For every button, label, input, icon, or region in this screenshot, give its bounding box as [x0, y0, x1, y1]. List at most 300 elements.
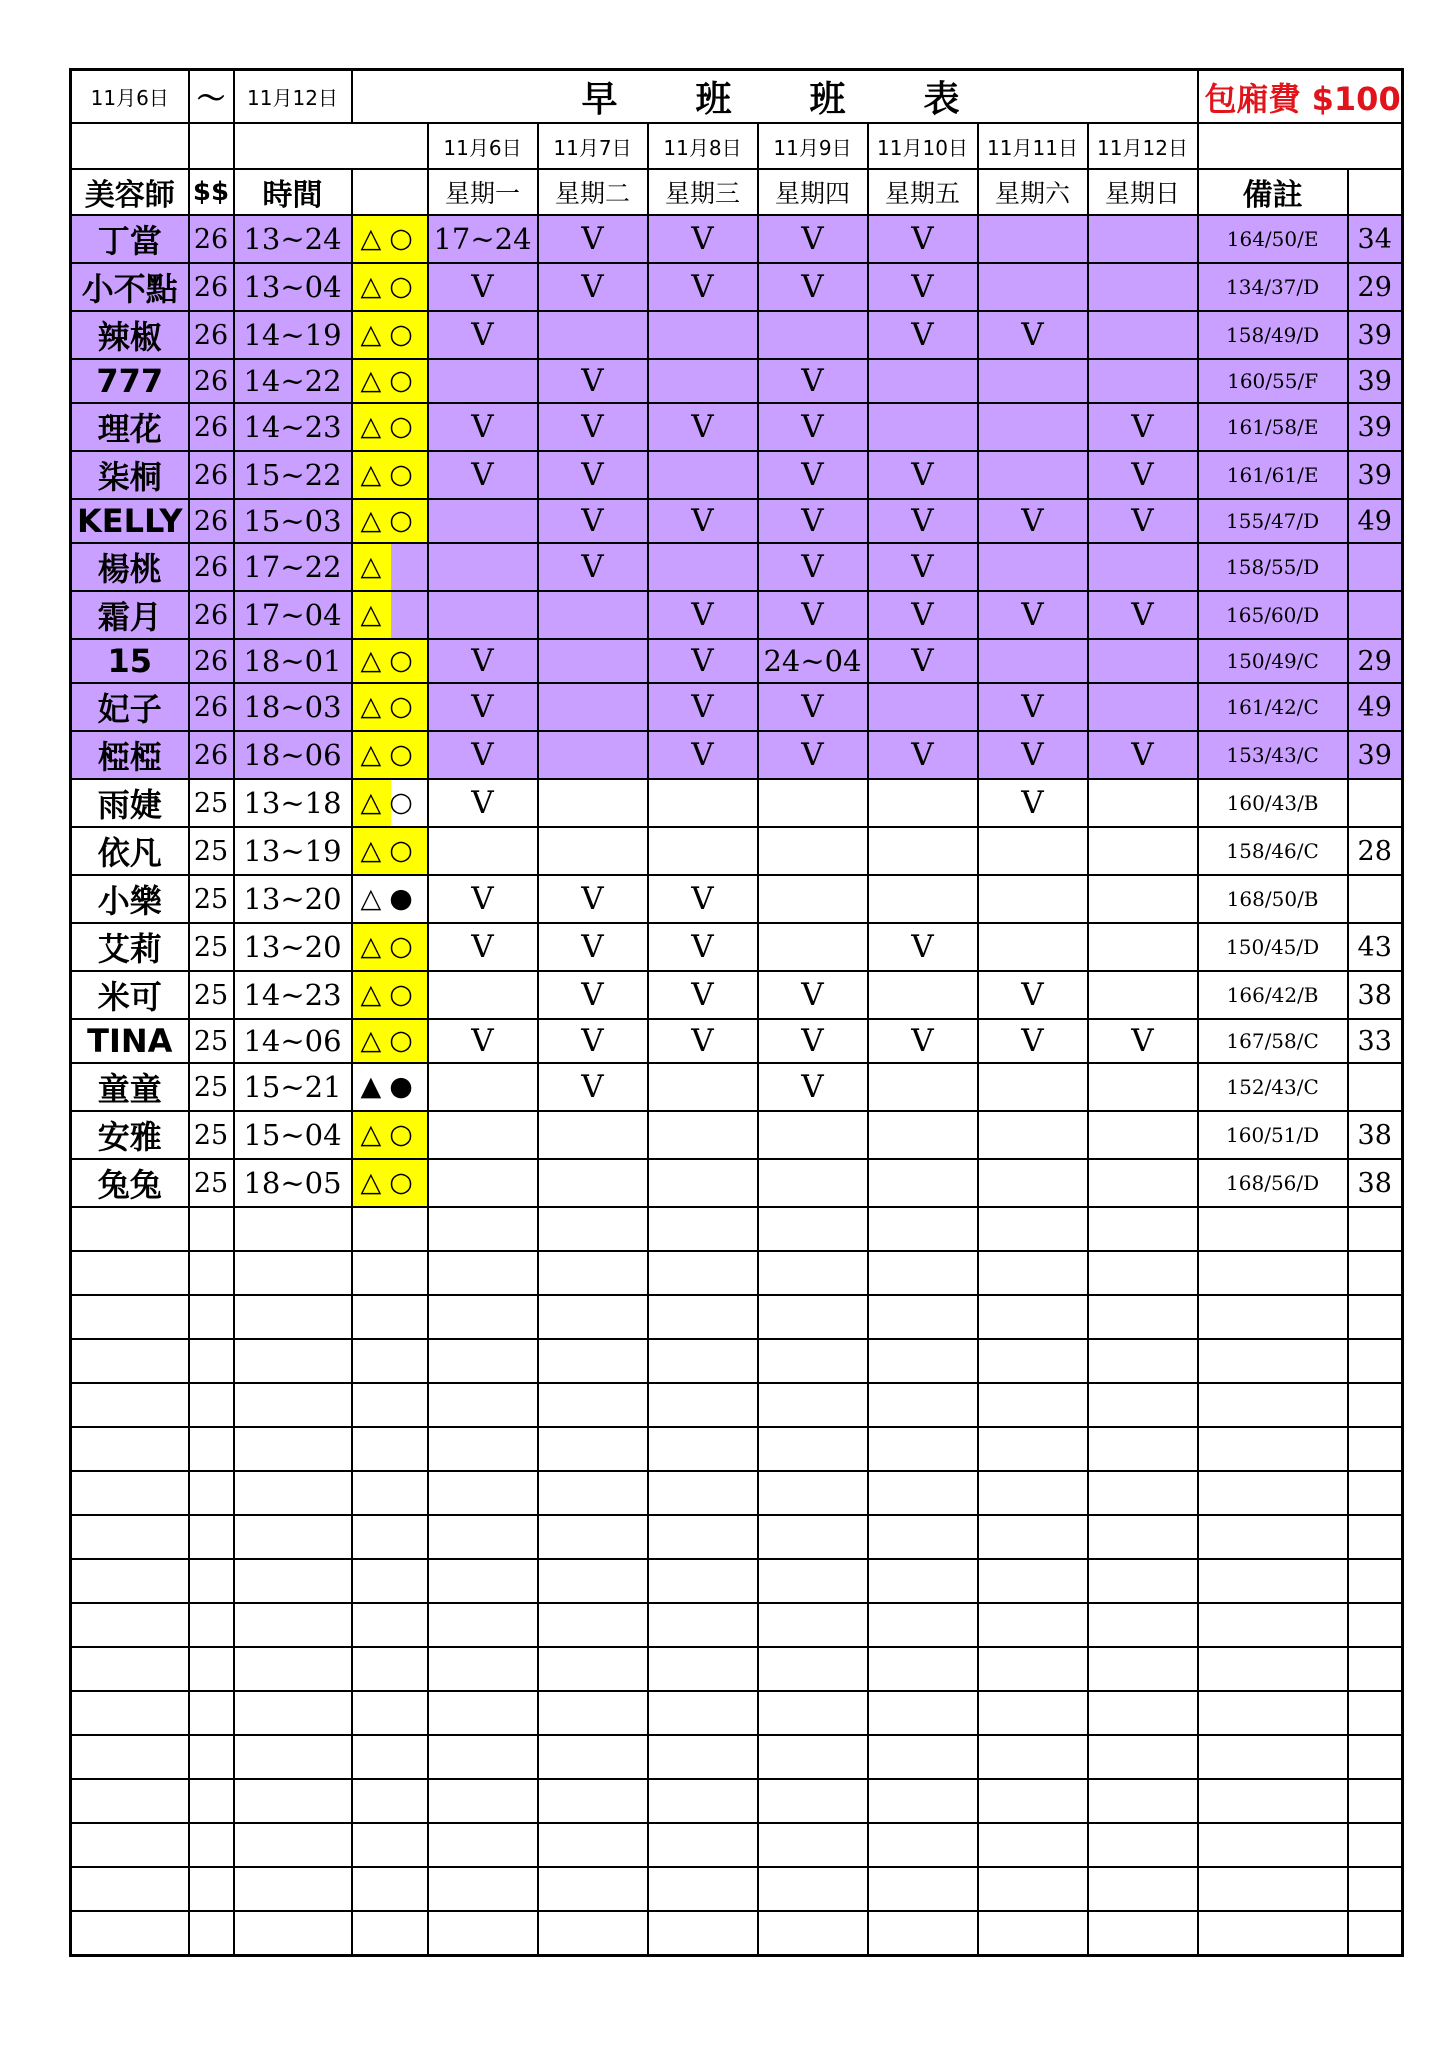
staff-status-symbols [352, 263, 428, 311]
staff-status-symbols [352, 683, 428, 731]
empty-row [71, 1471, 1403, 1515]
staff-extra-number: 33 [1348, 1019, 1403, 1063]
empty-cell [538, 1867, 648, 1911]
staff-name: 小樂 [71, 875, 189, 923]
empty-cell [71, 1295, 189, 1339]
staff-extra-number [1348, 591, 1403, 639]
empty-cell [1088, 1251, 1198, 1295]
day-shift-cell [1088, 971, 1198, 1019]
day-shift-cell [648, 359, 758, 403]
date-header: 11月11日 [978, 123, 1088, 169]
empty-cell [648, 1779, 758, 1823]
status-symbols-text: △ [360, 599, 390, 630]
day-shift-cell: V [428, 1019, 538, 1063]
staff-pay: 26 [189, 311, 234, 359]
staff-status-symbols [352, 1111, 428, 1159]
day-shift-cell: V [648, 215, 758, 263]
empty-row [71, 1603, 1403, 1647]
empty-cell [978, 1603, 1088, 1647]
empty-cell [71, 1251, 189, 1295]
staff-status-symbols [352, 1019, 428, 1063]
staff-name: 安雅 [71, 1111, 189, 1159]
status-symbols-text: △○ [360, 979, 421, 1010]
weekday-header: 星期二 [538, 169, 648, 215]
empty-cell [1088, 1295, 1198, 1339]
empty-cell [758, 1823, 868, 1867]
empty-cell [1198, 1735, 1348, 1779]
empty-cell [1088, 1603, 1198, 1647]
empty-cell [189, 1427, 234, 1471]
staff-time: 17~22 [234, 543, 352, 591]
staff-status-symbols [352, 215, 428, 263]
staff-status-symbols [352, 1063, 428, 1111]
staff-row [71, 779, 1403, 827]
day-shift-cell [648, 827, 758, 875]
day-shift-cell [868, 1063, 978, 1111]
staff-row [71, 451, 1403, 499]
empty-cell [538, 1207, 648, 1251]
empty-cell [868, 1207, 978, 1251]
empty-cell [758, 1383, 868, 1427]
day-shift-cell: V [978, 731, 1088, 779]
empty-cell [868, 1691, 978, 1735]
empty-cell [758, 1647, 868, 1691]
empty-cell [648, 1603, 758, 1647]
staff-extra-number: 39 [1348, 359, 1403, 403]
day-shift-cell: V [428, 875, 538, 923]
staff-pay: 25 [189, 923, 234, 971]
empty-cell [189, 1559, 234, 1603]
empty-cell [189, 1647, 234, 1691]
empty-cell [71, 1691, 189, 1735]
day-shift-cell [868, 1159, 978, 1207]
blank-cell [1348, 169, 1403, 215]
staff-pay: 26 [189, 499, 234, 543]
room-fee: 包廂費 $100 [1198, 70, 1403, 124]
staff-note: 168/50/B [1198, 875, 1348, 923]
empty-cell [428, 1559, 538, 1603]
staff-time: 14~23 [234, 403, 352, 451]
empty-cell [1198, 1383, 1348, 1427]
day-shift-cell [978, 543, 1088, 591]
empty-cell [648, 1735, 758, 1779]
day-shift-cell [1088, 263, 1198, 311]
staff-pay: 25 [189, 1019, 234, 1063]
staff-extra-number: 43 [1348, 923, 1403, 971]
empty-row [71, 1251, 1403, 1295]
day-shift-cell [868, 403, 978, 451]
staff-name: 妃子 [71, 683, 189, 731]
day-shift-cell [538, 779, 648, 827]
empty-cell [234, 1383, 352, 1427]
empty-cell [428, 1471, 538, 1515]
day-shift-cell: V [868, 731, 978, 779]
empty-cell [758, 1911, 868, 1955]
day-shift-cell [978, 263, 1088, 311]
empty-cell [234, 1691, 352, 1735]
day-shift-cell: V [428, 779, 538, 827]
staff-row [71, 1019, 1403, 1063]
status-symbols-text: △○ [360, 739, 421, 770]
empty-cell [352, 1735, 428, 1779]
staff-status-symbols [352, 779, 428, 827]
empty-cell [71, 1471, 189, 1515]
empty-cell [978, 1339, 1088, 1383]
empty-cell [71, 1647, 189, 1691]
day-shift-cell: V [428, 731, 538, 779]
staff-status-symbols [352, 827, 428, 875]
weekday-header: 星期五 [868, 169, 978, 215]
day-shift-cell: V [758, 591, 868, 639]
staff-extra-number: 49 [1348, 499, 1403, 543]
day-shift-cell: V [978, 779, 1088, 827]
day-shift-cell [648, 311, 758, 359]
day-shift-cell [1088, 215, 1198, 263]
date-header: 11月10日 [868, 123, 978, 169]
empty-cell [1198, 1603, 1348, 1647]
day-shift-cell [428, 359, 538, 403]
day-shift-cell [1088, 923, 1198, 971]
day-shift-cell [868, 827, 978, 875]
empty-cell [1088, 1911, 1198, 1955]
staff-row [71, 827, 1403, 875]
day-shift-cell [648, 1159, 758, 1207]
staff-note: 160/55/F [1198, 359, 1348, 403]
day-shift-cell: V [868, 543, 978, 591]
empty-cell [868, 1647, 978, 1691]
day-shift-cell [1088, 875, 1198, 923]
staff-note: 166/42/B [1198, 971, 1348, 1019]
staff-name: 椏椏 [71, 731, 189, 779]
staff-pay: 25 [189, 1063, 234, 1111]
staff-note: 160/51/D [1198, 1111, 1348, 1159]
empty-cell [1088, 1427, 1198, 1471]
empty-cell [978, 1207, 1088, 1251]
day-shift-cell: V [758, 1063, 868, 1111]
col-header-staff: 美容師 [71, 169, 189, 215]
status-symbols-text: △○ [360, 459, 421, 490]
empty-cell [1348, 1911, 1403, 1955]
empty-row [71, 1295, 1403, 1339]
empty-cell [758, 1515, 868, 1559]
staff-name: 楊桃 [71, 543, 189, 591]
status-symbols-text: △ [360, 551, 390, 582]
weekday-header: 星期四 [758, 169, 868, 215]
staff-row [71, 591, 1403, 639]
staff-pay: 25 [189, 1111, 234, 1159]
empty-row [71, 1515, 1403, 1559]
empty-cell [538, 1691, 648, 1735]
staff-row [71, 639, 1403, 683]
empty-cell [648, 1647, 758, 1691]
staff-time: 13~19 [234, 827, 352, 875]
staff-extra-number: 29 [1348, 263, 1403, 311]
empty-cell [428, 1735, 538, 1779]
day-shift-cell [868, 875, 978, 923]
empty-cell [71, 1867, 189, 1911]
day-shift-cell [868, 1111, 978, 1159]
status-symbols-text: △○ [360, 505, 421, 536]
empty-cell [428, 1339, 538, 1383]
day-shift-cell: V [758, 403, 868, 451]
status-symbols-text: △● [360, 883, 421, 914]
staff-pay: 26 [189, 359, 234, 403]
day-shift-cell: V [758, 359, 868, 403]
date-header: 11月12日 [1088, 123, 1198, 169]
staff-note: 168/56/D [1198, 1159, 1348, 1207]
staff-pay: 25 [189, 827, 234, 875]
empty-cell [1088, 1383, 1198, 1427]
empty-cell [1348, 1779, 1403, 1823]
staff-pay: 26 [189, 451, 234, 499]
empty-cell [352, 1603, 428, 1647]
day-shift-cell: V [648, 875, 758, 923]
empty-cell [1198, 1867, 1348, 1911]
empty-cell [978, 1295, 1088, 1339]
empty-cell [1348, 1383, 1403, 1427]
empty-cell [1088, 1647, 1198, 1691]
day-shift-cell: V [648, 639, 758, 683]
empty-cell [978, 1559, 1088, 1603]
staff-extra-number: 28 [1348, 827, 1403, 875]
empty-cell [538, 1779, 648, 1823]
date-header: 11月7日 [538, 123, 648, 169]
empty-cell [1088, 1515, 1198, 1559]
empty-cell [538, 1383, 648, 1427]
day-shift-cell [538, 683, 648, 731]
date-header: 11月9日 [758, 123, 868, 169]
empty-cell [758, 1735, 868, 1779]
date-header: 11月6日 [428, 123, 538, 169]
empty-cell [352, 1427, 428, 1471]
empty-cell [978, 1691, 1088, 1735]
empty-cell [234, 1427, 352, 1471]
staff-name: TINA [71, 1019, 189, 1063]
empty-cell [428, 1515, 538, 1559]
day-shift-cell [758, 875, 868, 923]
staff-status-symbols [352, 731, 428, 779]
day-shift-cell [538, 827, 648, 875]
date-header: 11月8日 [648, 123, 758, 169]
day-shift-cell [538, 1111, 648, 1159]
empty-cell [189, 1339, 234, 1383]
empty-cell [1088, 1471, 1198, 1515]
empty-cell [234, 1647, 352, 1691]
empty-cell [1198, 1427, 1348, 1471]
day-shift-cell: V [538, 971, 648, 1019]
empty-cell [538, 1823, 648, 1867]
staff-extra-number: 38 [1348, 971, 1403, 1019]
day-shift-cell [1088, 827, 1198, 875]
staff-extra-number: 38 [1348, 1111, 1403, 1159]
empty-cell [1348, 1823, 1403, 1867]
empty-cell [538, 1471, 648, 1515]
staff-time: 14~19 [234, 311, 352, 359]
blank-cell [352, 169, 428, 215]
empty-cell [71, 1207, 189, 1251]
staff-pay: 26 [189, 215, 234, 263]
empty-cell [71, 1911, 189, 1955]
day-shift-cell: V [428, 311, 538, 359]
date-range-tilde: ～ [189, 70, 234, 124]
empty-cell [428, 1603, 538, 1647]
empty-cell [189, 1779, 234, 1823]
empty-cell [1198, 1295, 1348, 1339]
staff-row [71, 403, 1403, 451]
staff-name: 辣椒 [71, 311, 189, 359]
empty-cell [189, 1471, 234, 1515]
empty-cell [758, 1779, 868, 1823]
staff-row [71, 1159, 1403, 1207]
empty-cell [758, 1339, 868, 1383]
col-header-note: 備註 [1198, 169, 1348, 215]
staff-row [71, 875, 1403, 923]
staff-status-symbols [352, 543, 428, 591]
day-shift-cell: V [868, 263, 978, 311]
empty-cell [1348, 1471, 1403, 1515]
staff-time: 15~04 [234, 1111, 352, 1159]
empty-cell [648, 1207, 758, 1251]
staff-name: 丁當 [71, 215, 189, 263]
staff-note: 161/61/E [1198, 451, 1348, 499]
staff-note: 167/58/C [1198, 1019, 1348, 1063]
staff-time: 13~20 [234, 923, 352, 971]
day-shift-cell [978, 827, 1088, 875]
empty-cell [868, 1559, 978, 1603]
day-shift-cell [1088, 1063, 1198, 1111]
staff-extra-number: 39 [1348, 451, 1403, 499]
day-shift-cell: V [648, 683, 758, 731]
empty-cell [352, 1867, 428, 1911]
staff-time: 17~04 [234, 591, 352, 639]
empty-cell [428, 1691, 538, 1735]
day-shift-cell: V [538, 215, 648, 263]
empty-cell [538, 1559, 648, 1603]
day-shift-cell [758, 1111, 868, 1159]
staff-row [71, 359, 1403, 403]
staff-name: 霜月 [71, 591, 189, 639]
empty-cell [978, 1867, 1088, 1911]
staff-row [71, 215, 1403, 263]
day-shift-cell: V [648, 263, 758, 311]
empty-cell [428, 1911, 538, 1955]
empty-cell [868, 1603, 978, 1647]
empty-cell [1198, 1823, 1348, 1867]
day-shift-cell [428, 827, 538, 875]
day-shift-cell [758, 923, 868, 971]
staff-pay: 25 [189, 971, 234, 1019]
day-shift-cell: V [648, 923, 758, 971]
empty-cell [71, 1559, 189, 1603]
day-shift-cell: V [758, 971, 868, 1019]
empty-cell [1088, 1207, 1198, 1251]
empty-cell [978, 1383, 1088, 1427]
staff-pay: 26 [189, 731, 234, 779]
staff-name: 雨婕 [71, 779, 189, 827]
empty-cell [189, 1691, 234, 1735]
day-shift-cell [978, 359, 1088, 403]
staff-pay: 26 [189, 591, 234, 639]
day-shift-cell [648, 451, 758, 499]
status-symbols-text: △○ [360, 271, 421, 302]
empty-cell [978, 1823, 1088, 1867]
empty-cell [71, 1339, 189, 1383]
day-shift-cell [758, 779, 868, 827]
empty-cell [1198, 1779, 1348, 1823]
day-shift-cell: V [648, 731, 758, 779]
empty-cell [189, 1207, 234, 1251]
weekday-header: 星期六 [978, 169, 1088, 215]
day-shift-cell [648, 543, 758, 591]
sheet-title: 早班班表 [352, 70, 1198, 124]
empty-cell [1088, 1867, 1198, 1911]
staff-status-symbols [352, 311, 428, 359]
empty-cell [868, 1383, 978, 1427]
empty-cell [71, 1735, 189, 1779]
empty-cell [978, 1735, 1088, 1779]
empty-cell [978, 1251, 1088, 1295]
empty-cell [234, 1471, 352, 1515]
staff-row [71, 1063, 1403, 1111]
day-shift-cell [428, 499, 538, 543]
empty-cell [428, 1779, 538, 1823]
empty-cell [71, 1779, 189, 1823]
empty-cell [868, 1427, 978, 1471]
empty-cell [648, 1471, 758, 1515]
day-shift-cell: V [978, 591, 1088, 639]
staff-time: 18~05 [234, 1159, 352, 1207]
day-shift-cell: V [868, 215, 978, 263]
day-shift-cell: V [868, 451, 978, 499]
day-shift-cell: V [538, 263, 648, 311]
day-shift-cell [868, 779, 978, 827]
col-header-time: 時間 [234, 169, 352, 215]
empty-cell [189, 1911, 234, 1955]
header-row-dates [71, 123, 1403, 169]
day-shift-cell: V [868, 311, 978, 359]
staff-row [71, 263, 1403, 311]
staff-note: 164/50/E [1198, 215, 1348, 263]
day-shift-cell: V [1088, 451, 1198, 499]
empty-cell [234, 1911, 352, 1955]
empty-cell [428, 1823, 538, 1867]
empty-cell [758, 1295, 868, 1339]
empty-cell [352, 1559, 428, 1603]
empty-row [71, 1427, 1403, 1471]
day-shift-cell: V [648, 499, 758, 543]
empty-cell [234, 1295, 352, 1339]
empty-cell [352, 1471, 428, 1515]
empty-cell [234, 1207, 352, 1251]
blank-cell [234, 123, 428, 169]
staff-row [71, 683, 1403, 731]
staff-note: 161/58/E [1198, 403, 1348, 451]
staff-pay: 25 [189, 779, 234, 827]
weekday-header: 星期一 [428, 169, 538, 215]
staff-name: 777 [71, 359, 189, 403]
day-shift-cell: V [758, 683, 868, 731]
empty-cell [234, 1867, 352, 1911]
empty-cell [648, 1427, 758, 1471]
staff-extra-number: 49 [1348, 683, 1403, 731]
day-shift-cell [758, 827, 868, 875]
empty-cell [71, 1383, 189, 1427]
empty-cell [648, 1339, 758, 1383]
empty-cell [868, 1779, 978, 1823]
empty-cell [189, 1383, 234, 1427]
empty-cell [868, 1911, 978, 1955]
empty-cell [234, 1779, 352, 1823]
